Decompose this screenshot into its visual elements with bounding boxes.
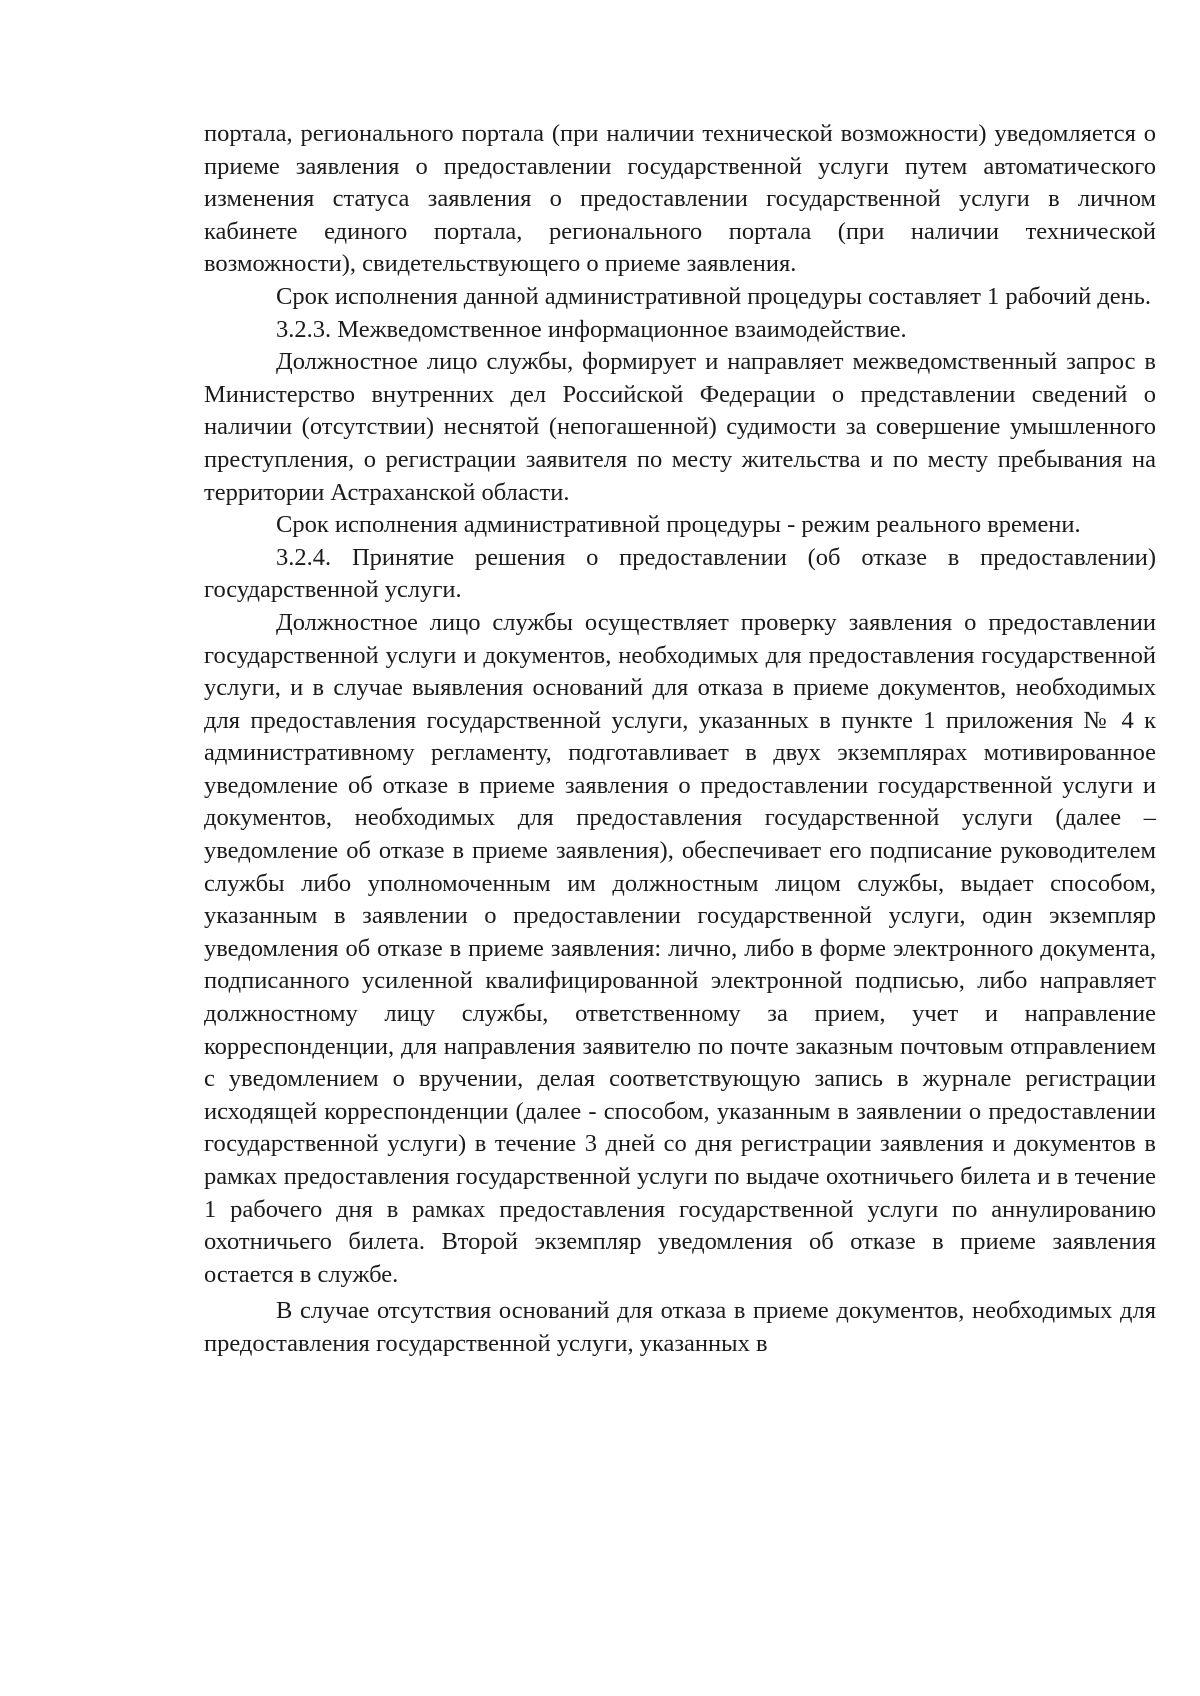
section-heading-3-2-3: 3.2.3. Межведомственное информационное взаимодействие.	[276, 315, 907, 343]
section-heading-3-2-4: 3.2.4. Принятие решения о предоставлении (об отказе в предоставлении) государственной услуги.	[204, 543, 1156, 604]
paragraph-interagency-request: Должностное лицо службы, формирует и направляет межведомственный запрос в Министерство внутренних дел Российской Федерации о представлении сведений о наличии (отсутствии) неснятой (непогашенной) судимости за совершение умышленного преступления, о регистрации заявителя по месту жительства и по месту пребывания на территории Астраханской области.	[204, 348, 1156, 506]
paragraph-deadline-real-time: Срок исполнения административной процедуры - режим реального времени.	[276, 511, 1081, 539]
paragraph-no-grounds: В случае отсутствия оснований для отказа в приеме документов, необходимых для предоставления государственной услуги, указанных в	[204, 1297, 1156, 1357]
paragraph-application-check: Должностное лицо службы осуществляет проверку заявления о предоставлении государственной услуги и документов, необходимых для предоставления государственной услуги, и в случае выявления оснований для отказа в приеме документов, необходимых для предоставления государственной услуги, указанных в пункте 1 приложения № 4 к административному регламенту, подготавливает в двух экземплярах мотивированное уведомление об отказе в приеме заявления о предоставлении государственной услуги и документов, необходимых для предоставления государственной услуги (далее – уведомление об отказе в приеме заявления), обеспечивает его подписание руководителем службы либо уполномоченным им должностным лицом службы, выдает способом, указанным в заявлении о предоставлении государственной услуги, один экземпляр уведомления об отказе в приеме заявления: лично, либо в форме электронного документа, подписанного усиленной квалифицированной электронной подписью, либо направляет должностному лицу службы, ответственному за прием, учет и направление корреспонденции, для направления заявителю по почте заказным почтовым отправлением с уведомлением о вручении, делая соответствующую запись в журнале регистрации исходящей корреспонденции (далее - способом, указанным в заявлении о предоставлении государственной услуги) в течение 3 дней со дня регистрации заявления и документов в рамках предоставления государственной услуги по выдаче охотничьего билета и в течение 1 рабочего дня в рамках предоставления государственной услуги по аннулированию охотничьего билета. Второй экземпляр уведомления об отказе в приеме заявления остается в службе.	[204, 608, 1156, 1288]
document-body	[204, 118, 1156, 1361]
paragraph-deadline-one-day: Срок исполнения данной административной процедуры составляет 1 рабочий день.	[276, 282, 1152, 310]
paragraph-notification-status: портала, регионального портала (при наличии технической возможности) уведомляется о приеме заявления о предоставлении государственной услуги путем автоматического изменения статуса заявления о предоставлении государственной услуги в личном кабинете единого портала, регионального портала (при наличии технической возможности), свидетельствующего о приеме заявления.	[204, 120, 1156, 278]
